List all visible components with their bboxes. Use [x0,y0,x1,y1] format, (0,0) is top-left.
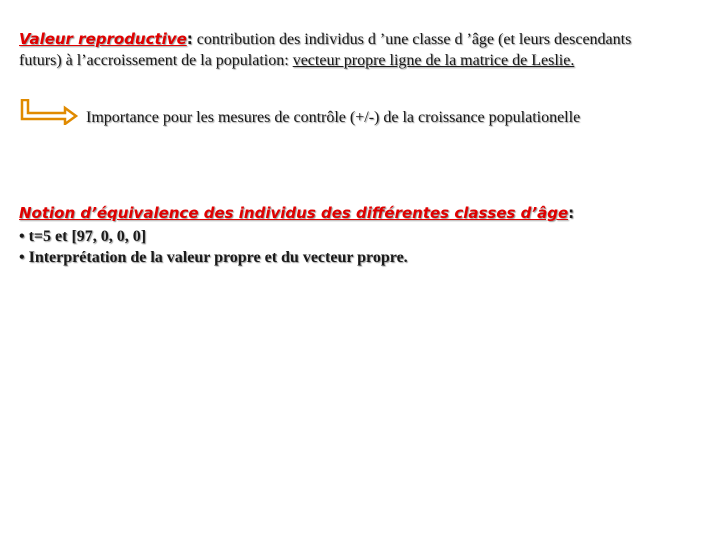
valeur-reproductive-term: Valeur reproductive [19,30,187,48]
bullet-list [19,226,408,268]
importance-line: Importance pour les mesures de contrôle (+/-) de la croissance populationelle [86,109,581,126]
bullet-item: • Interprétation de la valeur propre et du vecteur propre. [19,249,408,266]
valeur-reproductive-paragraph [19,29,659,71]
term-colon: : [186,30,193,48]
notion-equivalence-heading [19,203,574,224]
notion-equivalence-term: Notion d’équivalence des individus des différentes classes d’âge [19,204,569,222]
heading-colon: : [568,204,575,222]
right-angle-arrow-icon [19,99,79,125]
leslie-vector-text: vecteur propre ligne de la matrice de Leslie. [292,52,575,69]
bullet-item: • t=5 et [97, 0, 0, 0] [19,228,147,245]
definition-text: contribution des individus d ’une classe d ’âge (et leurs descendants futurs) à l’accroissement de la population: [19,31,632,69]
